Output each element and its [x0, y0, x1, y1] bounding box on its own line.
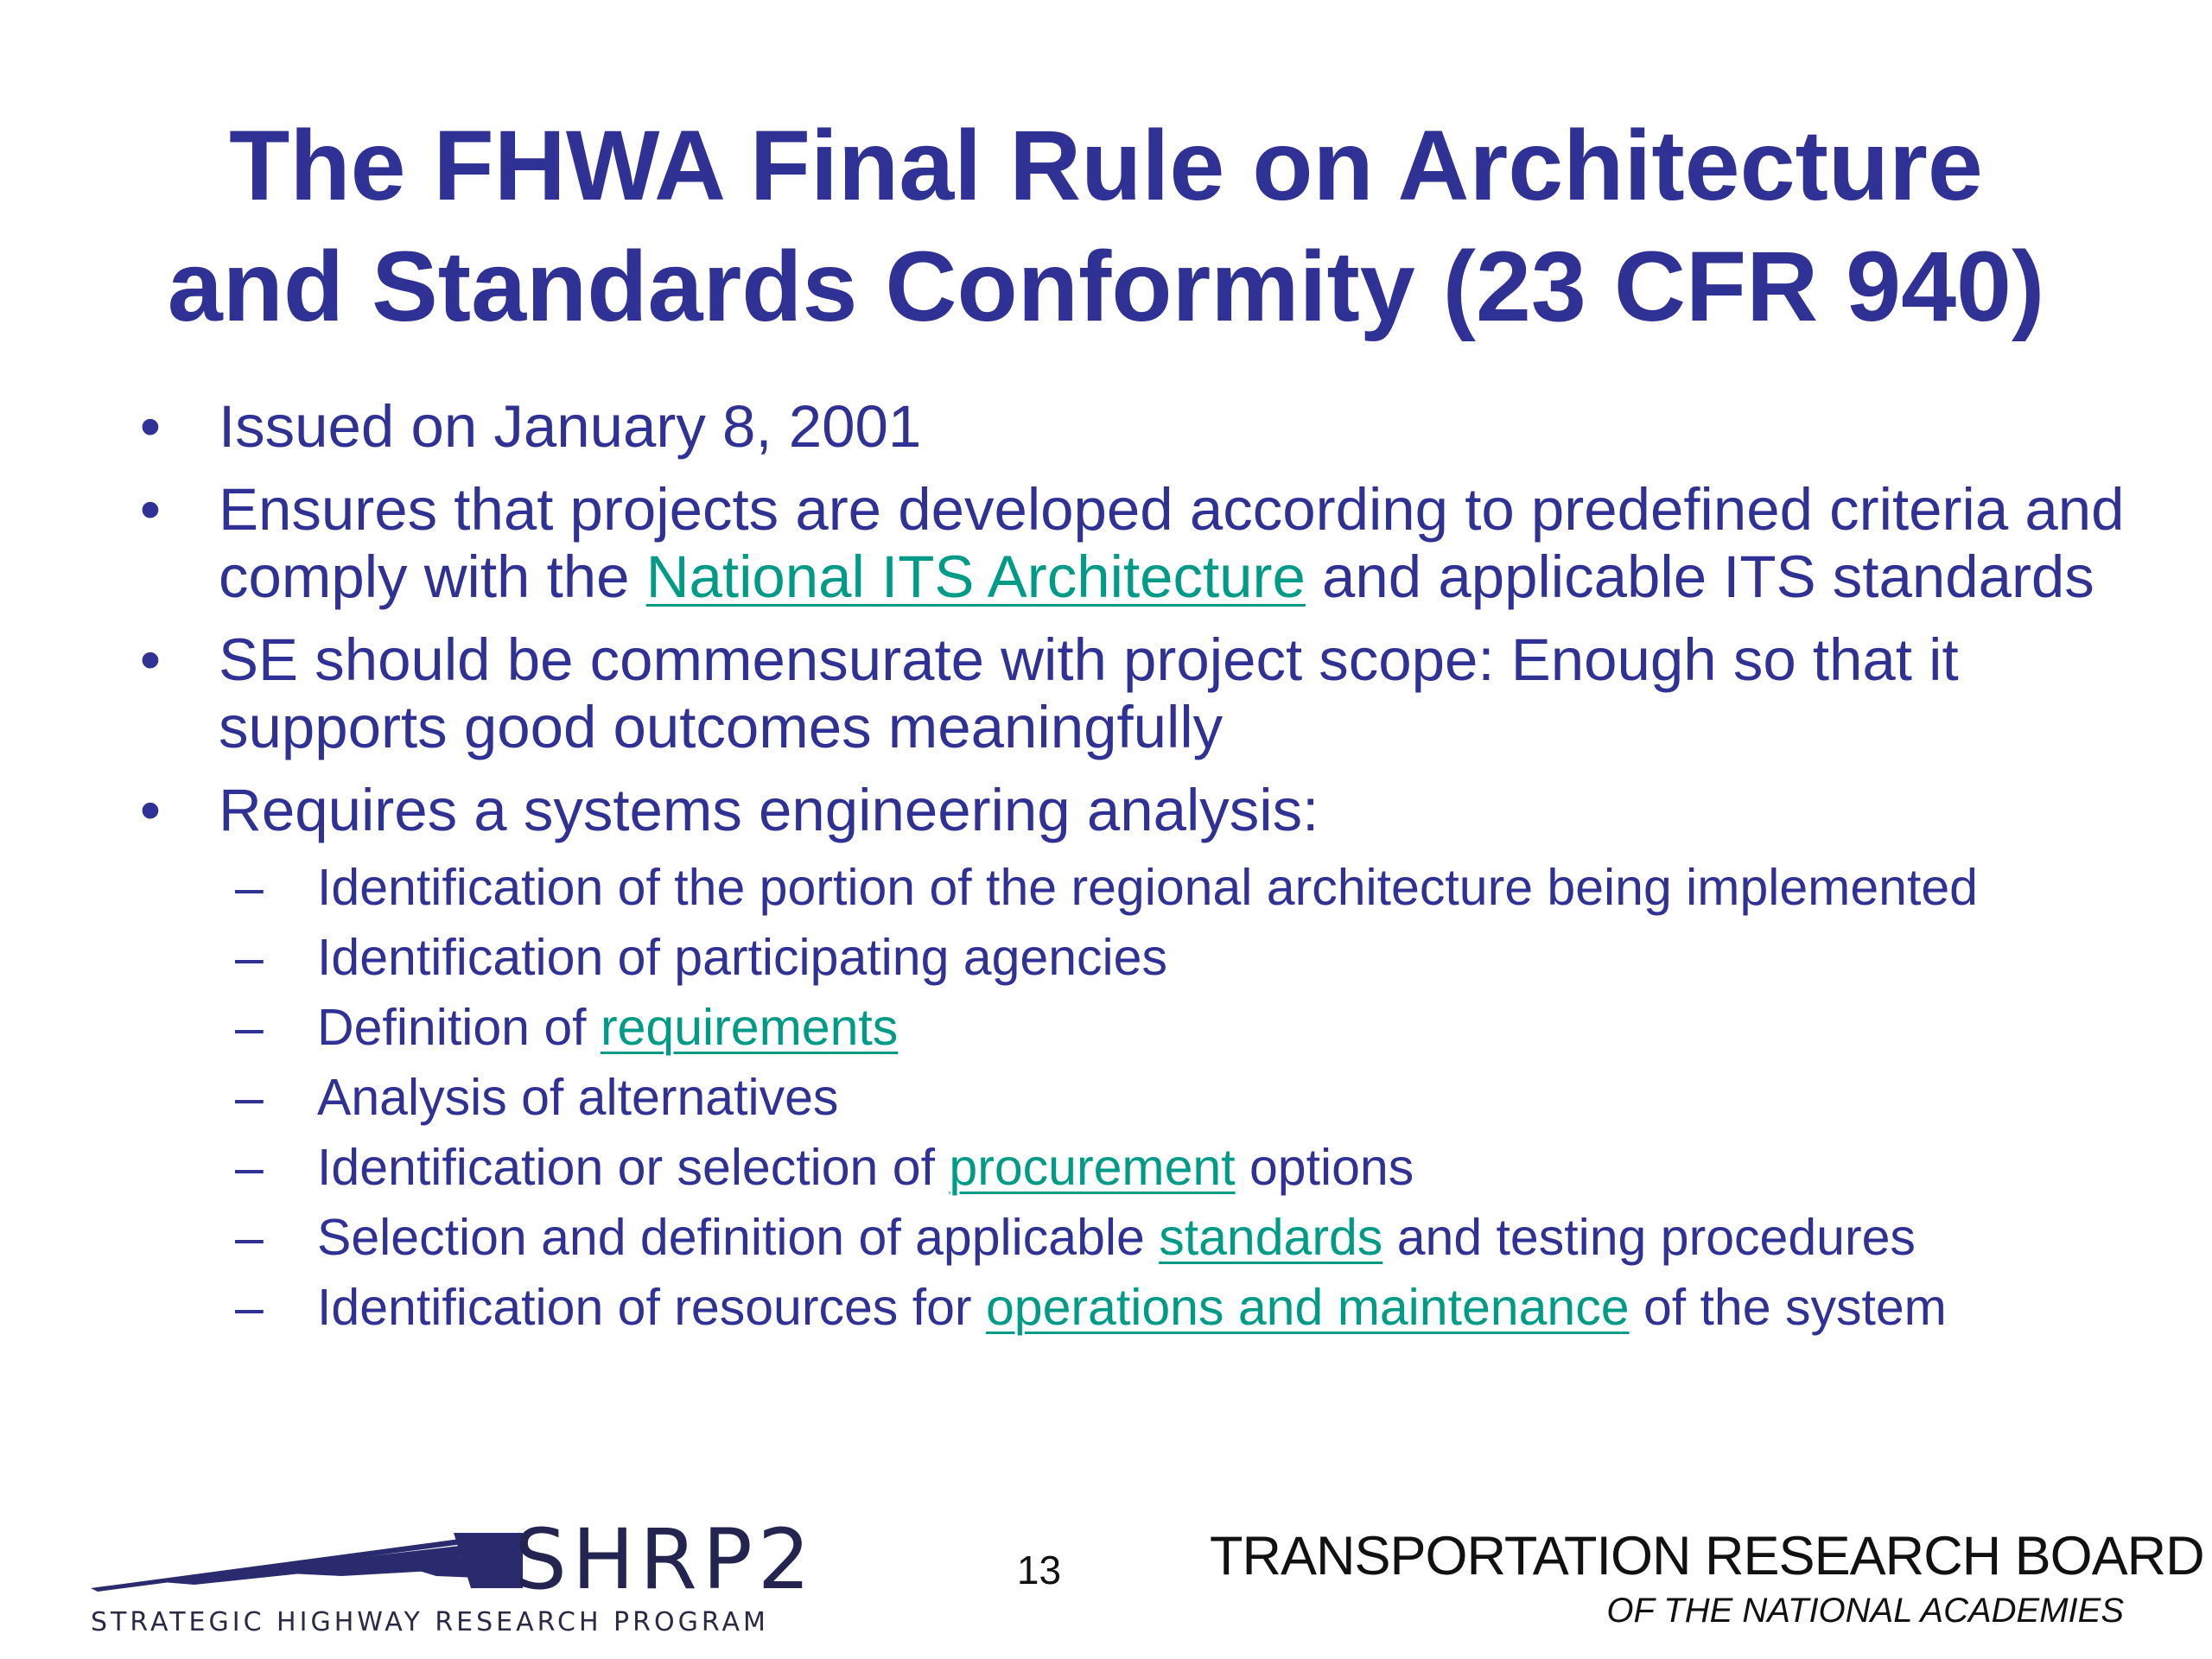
bullet-marker: •	[139, 777, 162, 843]
sub-bullet-text: options	[1235, 1139, 1414, 1196]
bullet-marker: •	[139, 626, 162, 693]
dash-marker: –	[235, 929, 264, 986]
shrp2-logo-text: SHRP2	[514, 1511, 816, 1608]
bullet-text: SE should be commensurate with project scope: Enough so that it supports good outcomes meaningfully	[219, 626, 1959, 760]
bullet-text: Requires a systems engineering analysis:	[219, 777, 1319, 843]
procurement-link[interactable]: procurement	[949, 1139, 1236, 1196]
sub-bullet-text: Selection and definition of applicable	[317, 1209, 1160, 1266]
sub-bullet-text: Identification or selection of	[317, 1139, 950, 1196]
dash-marker: –	[235, 859, 264, 916]
sub-bullet-text: Identification of resources for	[317, 1279, 986, 1336]
bullet-marker: •	[139, 476, 162, 543]
slide-title	[0, 105, 2212, 347]
bullet-text: Ensures that projects are developed according to predefined criteria and comply with the	[219, 476, 2125, 610]
bullet-marker: •	[139, 393, 162, 460]
sub-bullet-text: and testing procedures	[1382, 1209, 1916, 1266]
national-its-architecture-link[interactable]: National ITS Architecture	[645, 543, 1306, 610]
dash-marker: –	[235, 1139, 264, 1196]
sub-bullet-text: Identification of participating agencies	[317, 929, 1167, 986]
operations-and-maintenance-link[interactable]: operations and maintenance	[985, 1279, 1630, 1336]
page-number: 13	[1016, 1548, 1062, 1592]
sub-bullet-item	[130, 1273, 2143, 1343]
dash-marker: –	[235, 999, 264, 1056]
sub-bullet-list	[130, 853, 2143, 1343]
sub-bullet-item	[130, 1063, 2143, 1133]
shrp2-highway-graphic	[91, 1531, 523, 1592]
trb-logo-subtitle: OF THE NATIONAL ACADEMIES	[1606, 1592, 2124, 1630]
title-line-2: and Standards Conformity (23 CFR 940)	[167, 232, 2045, 342]
title-line-1: The FHWA Final Rule on Architecture	[229, 111, 1983, 221]
bullet-item	[130, 393, 2143, 461]
bullet-item	[130, 626, 2143, 761]
requirements-link[interactable]: requirements	[600, 999, 899, 1056]
bullet-text: Issued on January 8, 2001	[219, 393, 922, 460]
bullet-list	[130, 393, 2143, 1343]
sub-bullet-item	[130, 923, 2143, 993]
trb-logo-title: TRANSPORTATION RESEARCH BOARD	[1210, 1526, 2204, 1586]
standards-link[interactable]: standards	[1159, 1209, 1383, 1266]
dash-marker: –	[235, 1069, 264, 1126]
sub-bullet-text: Definition of	[317, 999, 601, 1056]
sub-bullet-item	[130, 1203, 2143, 1273]
dash-marker: –	[235, 1279, 264, 1336]
sub-bullet-text: Analysis of alternatives	[317, 1069, 839, 1126]
sub-bullet-text: of the system	[1629, 1279, 1947, 1336]
bullet-item	[130, 777, 2143, 844]
sub-bullet-item	[130, 993, 2143, 1063]
bullet-text: and applicable ITS standards	[1305, 543, 2094, 610]
sub-bullet-item	[130, 853, 2143, 923]
sub-bullet-item	[130, 1133, 2143, 1203]
sub-bullet-text: Identification of the portion of the regional architecture being implemented	[317, 859, 1978, 916]
bullet-item	[130, 476, 2143, 611]
shrp2-subtitle: STRATEGIC HIGHWAY RESEARCH PROGRAM	[91, 1607, 769, 1637]
dash-marker: –	[235, 1209, 264, 1266]
